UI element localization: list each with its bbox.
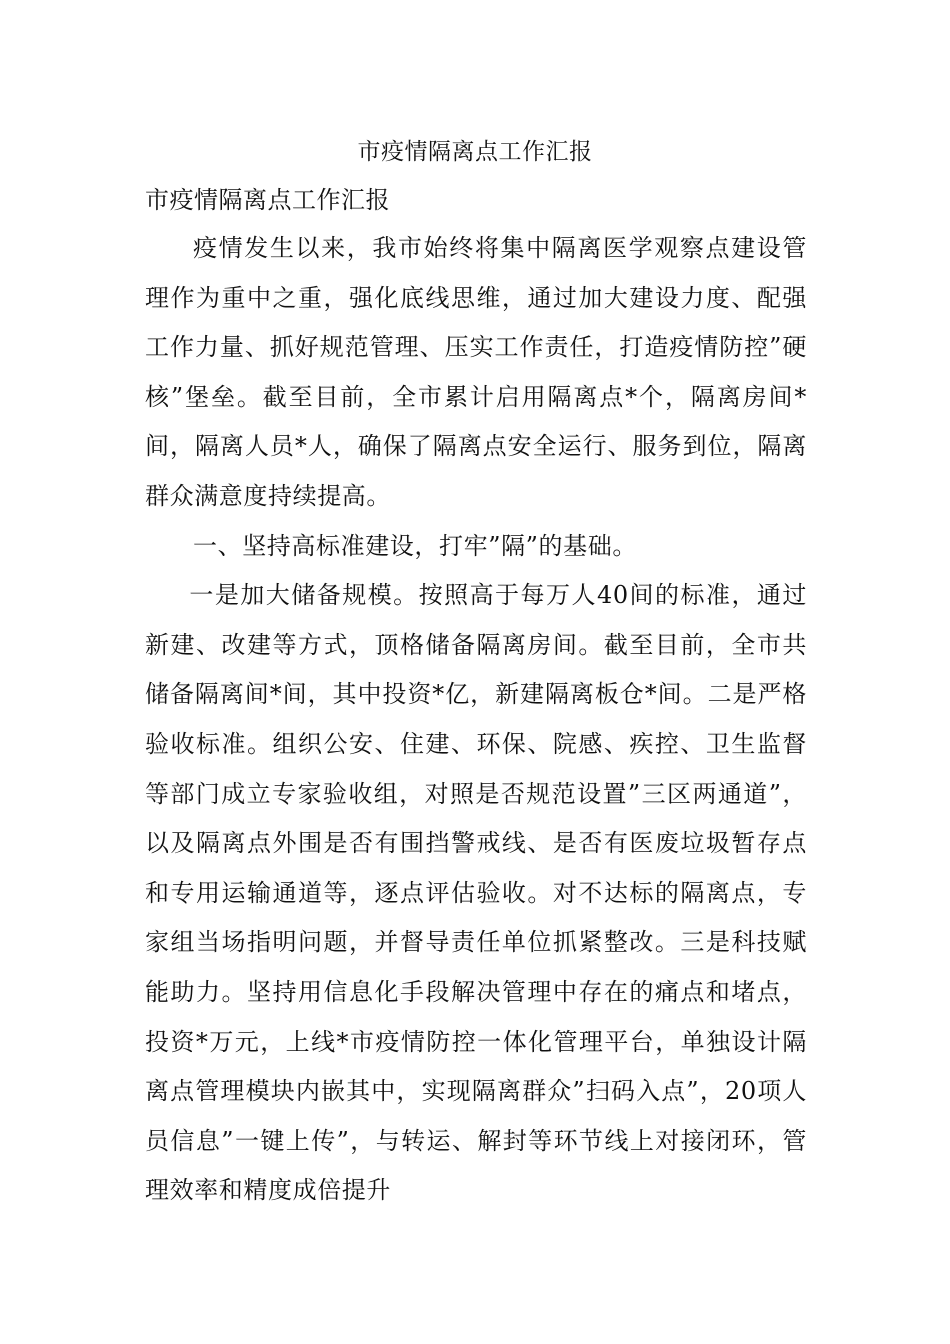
paragraph-section-1: 一是加大储备规模。按照高于每万人40间的标准，通过新建、改建等方式，顶格储备隔离房间。截至目前，全市共储备隔离间*间，其中投资*亿，新建隔离板仓*间。二是严格验收标准。组织公安、住建、环保、院感、疾控、卫生监督等部门成立专家验收组，对照是否规范设置”三区两通道”，以及隔离点外围是否有围挡警戒线、是否有医废垃圾暂存点和专用运输通道等，逐点评估验收。对不达标的隔离点，专家组当场指明问题，并督导责任单位抓紧整改。三是科技赋能助力。坚持用信息化手段解决管理中存在的痛点和堵点，投资*万元，上线*市疫情防控一体化管理平台，单独设计隔离点管理模块内嵌其中，实现隔离群众”扫码入点”，20项人员信息”一键上传”，与转运、解封等环节线上对接闭环，管理效率和精度成倍提升	[145, 581, 807, 1205]
section-heading-1: 一、坚持高标准建设，打牢”隔”的基础。	[193, 531, 637, 560]
paragraph-intro: 疫情发生以来，我市始终将集中隔离医学观察点建设管理作为重中之重，强化底线思维，通过加大建设力度、配强工作力量、抓好规范管理、压实工作责任，打造疫情防控”硬核”堡垒。截至目前，全市累计启用隔离点*个，隔离房间*间，隔离人员*人，确保了隔离点安全运行、服务到位，隔离群众满意度持续提高。	[145, 234, 807, 510]
document-subtitle: 市疫情隔离点工作汇报	[145, 186, 390, 214]
document-body	[145, 224, 807, 1216]
document-title: 市疫情隔离点工作汇报	[357, 139, 593, 165]
